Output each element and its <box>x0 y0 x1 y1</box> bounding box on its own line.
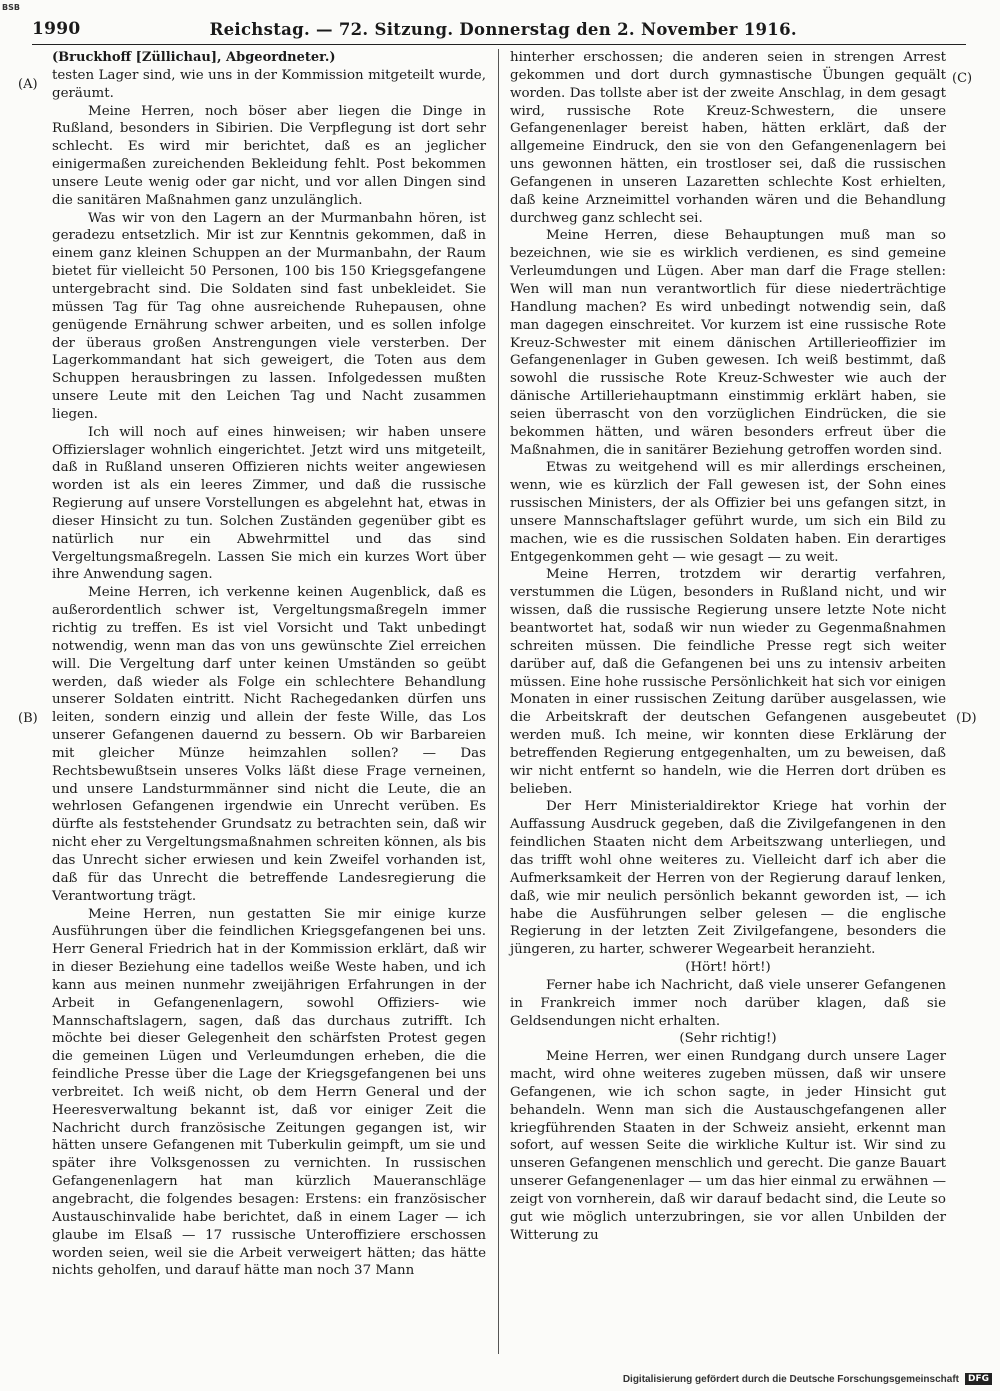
paragraph: Ich will noch auf eines hinweisen; wir haben unsere Offizierslager wohnlich eingerichtet. Jetzt wird uns mitgeteilt, daß in Rußland unseren Offizieren nichts weiter angewiesen worden ist als ein leeres Zimmer, und daß die russische Regierung auf unsere Vorstellungen es abgelehnt hat, etwas in dieser Hinsicht zu tun. Solchen Zuständen gegenüber gibt es natürlich nur ein Abwehrmittel und das sind Vergeltungsmaßregeln. Lassen Sie mich ein kurzes Wort über ihre Anwendung sagen. <box>52 424 486 583</box>
footer <box>623 1373 992 1385</box>
page-number: 1990 <box>32 19 81 39</box>
paragraph: Der Herr Ministerialdirektor Kriege hat vorhin der Auffassung Ausdruck gegeben, daß die Zivilgefangenen in den feindlichen Staaten nicht dem Arbeitszwang unterliegen, und das trifft wohl ohne weiteres zu. Vielleicht darf ich aber die Aufmerksamkeit der Herren von der Regierung darauf lenken, daß, wie mir neulich persönlich bekannt geworden ist, — ich habe die Ausführungen selber gelesen — die englische Regierung in der letzten Zeit Zivilgefangene, besonders die jüngeren, zu harter, schwerer Wegearbeit heranzieht. <box>510 799 946 958</box>
right-column <box>510 49 946 1245</box>
paragraph: Meine Herren, diese Behauptungen muß man so bezeichnen, wie sie es wirklich verdienen, es sind gemeine Verleumdungen und Lügen. Aber man darf die Frage stellen: Wen will man nun verantwortlich für diese niederträchtige Handlung machen? Es wird unbedingt notwendig sein, daß man dagegen einschreitet. Vor kurzem ist eine russische Rote Kreuz-Schwester mit einem dänischen Artillerieoffizier im Gefangenenlager in Guben gewesen. Ich weiß bestimmt, daß sowohl die russische Rote Kreuz-Schwester wie auch der dänische Artilleriehauptmann einstimmig erklärt haben, sie seien überrascht von den vorzüglichen Eindrücken, die sie bekommen hätten, und wären besonders erfreut über die Maßnahmen, die in sanitärer Beziehung getroffen worden sind. <box>510 228 946 458</box>
paragraph: hinterher erschossen; die anderen seien in strengen Arrest gekommen und dort durch gymnastische Übungen gequält worden. Das tollste aber ist der zweite Anschlag, in dem gesagt wird, russische Rote Kreuz-Schwestern, die unsere Gefangenenlager bereist haben, hätten erklärt, daß der allgemeine Eindruck, den sie von den Gefangenenlagern bei uns gewonnen hätten, ein trostloser sei, daß die russischen Gefangenen in unseren Lazaretten schlechte Kost erhielten, daß keine Arzneimittel vorhanden wären und die Behandlung durchweg ganz schlecht sei. <box>510 50 946 226</box>
page-title: Reichstag. — 72. Sitzung. Donnerstag den 2. November 1916. <box>209 19 797 39</box>
interjection: (Sehr richtig!) <box>679 1031 777 1047</box>
margin-mark-a: (A) <box>18 77 38 92</box>
interjection: (Hört! hört!) <box>685 960 771 976</box>
margin-mark-b: (B) <box>18 711 38 726</box>
footer-credit: Digitalisierung gefördert durch die Deutsche Forschungsgemeinschaft <box>622 1373 959 1385</box>
paragraph: Meine Herren, wer einen Rundgang durch unsere Lager macht, wird ohne weiteres zugeben müssen, daß wir unsere Gefangenen, wie ich schon sagte, in jeder Hinsicht gut behandeln. Wenn man sich die Austauschgefangenen aller kriegführenden Staaten in der Schweiz ansieht, erkennt man sofort, auf wessen Seite die wirkliche Kultur ist. Wir sind zu unseren Gefangenen menschlich und gerecht. Die ganze Bauart unserer Gefangenenlager — um das hier einmal zu erwähnen — zeigt von vornherein, daß wir darauf bedacht sind, die Leute so gut wie möglich unterzubringen, sie vor allen Unbilden der Witterung zu <box>510 1049 946 1243</box>
paragraph: Meine Herren, trotzdem wir derartig verfahren, verstummen die Lügen, besonders in Rußland nicht, und wir wissen, daß die russische Regierung unsere letzte Note nicht beantwortet hat, sodaß wir nun wieder zu Gegenmaßnahmen schreiten müssen. Die feindliche Presse regt sich weiter darüber auf, daß die Gefangenen bei uns zu intensiv arbeiten müssen. Eine hohe russische Persönlichkeit hat sich vor einigen Monaten in einer russischen Zeitung darüber ausgelassen, wie die Arbeitskraft der deutschen Gefangenen ausgebeutet werden muß. Ich meine, wir konnten diese Erklärung der betreffenden Regierung entgegenhalten, um zu beweisen, daß wir nicht entfernt so handeln, wie die Herren dort drüben es belieben. <box>510 567 946 797</box>
speaker-attribution: (Bruckhoff [Züllichau], Abgeordneter.) <box>52 50 336 65</box>
paragraph: Ferner habe ich Nachricht, daß viele unserer Gefangenen in Frankreich immer noch darüber klagen, daß sie Geldsendungen nicht erhalten. <box>510 977 946 1029</box>
margin-mark-d: (D) <box>956 711 977 726</box>
paragraph: Meine Herren, nun gestatten Sie mir einige kurze Ausführungen über die feindlichen Kriegsgefangenen bei uns. Herr General Friedrich hat in der Kommission erklärt, daß wir in dieser Beziehung eine tadellos weiße Weste haben, und ich kann aus meinen nunmehr zweijährigen Erfahrungen in der Arbeit in Gefangenenlagern, sowohl Offiziers- wie Mannschaftslagern, sagen, daß das durchaus zutrifft. Ich möchte bei dieser Gelegenheit den schärfsten Protest gegen die gemeinen Lügen und Verleumdungen erheben, die die feindliche Presse über die Lage der Kriegsgefangenen bei uns verbreitet. Ich weiß nicht, ob dem Herrn General und der Heeresverwaltung bekannt ist, daß vor einiger Zeit die Nachricht durch französische Zeitungen gegangen ist, wir hätten unsere Gefangenen mit Tuberkulin geimpft, um sie und später ihre Volksgenossen zu vernichten. In russischen Gefangenenlagern hat man kürzlich Maueranschläge angebracht, die folgendes besagen: Erstens: ein französischer Austauschinvalide habe berichtet, daß in einem Lager — ich glaube im Elsaß — 17 russische Unteroffiziere erschossen worden seien, weil sie die Arbeit verweigert hätten; das hätte nichts geholfen, und darauf hätte man noch 37 Mann <box>52 906 486 1279</box>
paragraph: testen Lager sind, wie uns in der Kommission mitgeteilt wurde, geräumt. <box>52 67 486 101</box>
page-header <box>32 16 966 42</box>
paragraph: Meine Herren, noch böser aber liegen die Dinge in Rußland, besonders in Sibirien. Die Verpflegung ist dort sehr schlecht. Es wird mir berichtet, daß es an jeglicher einigermaßen zureichenden Bekleidung fehlt. Post bekommen unsere Leute wenig oder gar nicht, und vor allen Dingen sind die sanitären Maßnahmen ganz unzulänglich. <box>52 103 486 208</box>
library-stamp: BSB <box>2 3 20 12</box>
paragraph: Etwas zu weitgehend will es mir allerdings erscheinen, wenn, wie es kürzlich der Fall gewesen ist, der Sohn eines russischen Ministers, der als Offizier bei uns gefangen sitzt, in unsere Mannschaftslager geführt wurde, um sich ein Bild zu machen, wie es die russischen Soldaten haben. Ein derartiges Entgegenkommen geht — wie gesagt — zu weit. <box>510 460 946 565</box>
dfg-logo: DFG <box>965 1373 992 1385</box>
paragraph: Meine Herren, ich verkenne keinen Augenblick, daß es außerordentlich schwer ist, Vergeltungsmaßregeln immer richtig zu treffen. Es ist viel Vorsicht und Takt unbedingt notwendig, wenn man das von uns gewünschte Ziel erreichen will. Die Vergeltung darf unter keinen Umständen so geübt werden, daß wieder als Folge ein schlechtere Behandlung unserer Soldaten eintritt. Nicht Rachegedanken dürfen uns leiten, sondern einzig und allein der feste Wille, das Los unserer Gefangenen dauernd zu bessern. Ob wir Barbareien mit gleicher Münze heimzahlen sollen? — Das Rechtsbewußtsein unseres Volks läßt diese Frage verneinen, und unsere Landsturmmänner sind nicht die Leute, die an wehrlosen Gefangenen irgendwie ein Unrecht verüben. Es dürfte als feststehender Grundsatz zu betrachten sein, daß wir nicht eher zu Vergeltungsmaßnahmen schreiten können, als bis das Unrecht sicher erwiesen und kein Zweifel vorhanden ist, daß für das Unrecht die betreffende Landesregierung die Verantwortung trägt. <box>52 585 486 904</box>
column-divider <box>498 49 499 1354</box>
paragraph: Was wir von den Lagern an der Murmanbahn hören, ist geradezu entsetzlich. Mir ist zur Kenntnis gekommen, daß in einem ganz kleinen Schuppen an der Murmanbahn, der Raum bietet für vielleicht 50 Personen, 100 bis 150 Kriegsgefangene untergebracht sind. Die Soldaten sind fast unbekleidet. Sie müssen Tag für Tag ohne ausreichende Ruhepausen, ohne genügende Ernährung schwer arbeiten, und es sollen infolge der überaus großen Anstrengungen viele versterben. Der Lagerkommandant hat sich geweigert, die Toten aus dem Schuppen herausbringen zu lassen. Infolgedessen mußten unsere Leute mit den Leichen Tag und Nacht zusammen liegen. <box>52 210 486 422</box>
left-column <box>52 49 486 1280</box>
margin-mark-c: (C) <box>952 71 973 86</box>
header-rule <box>32 44 966 45</box>
